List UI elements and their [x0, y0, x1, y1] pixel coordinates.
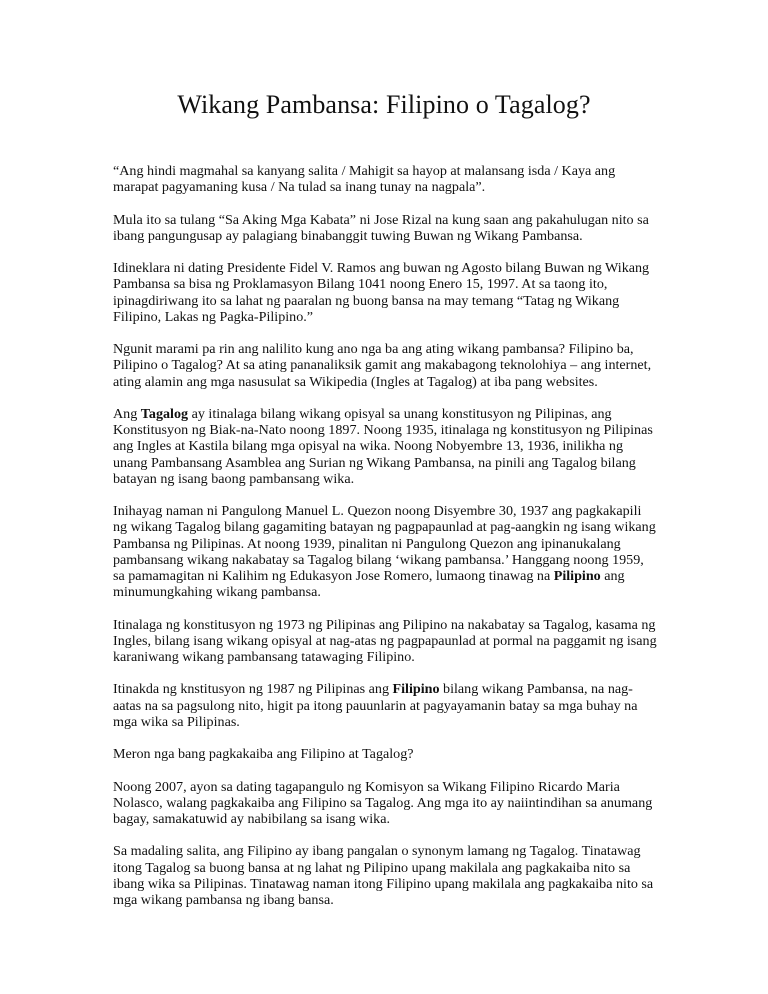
paragraph: Sa madaling salita, ang Filipino ay ibang pangalan o synonym lamang ng Tagalog. Tinatawag itong Tagalog sa buong bansa at ng lahat ng Pilipino upang makilala ang pagkakaiba nito sa ibang wika sa Pilipinas. Tinatawag naman itong Filipino upang makilala ang pagkakaiba nito sa mga wikang pambansa ng ibang bansa. [113, 843, 654, 908]
paragraph-text: bilang wikang Pambansa, na nag-aatas na sa pagsulong nito, higit pa itong pauunlarin at pagyayamanin batay sa mga buhay na mga wika sa Pilipinas. [113, 681, 638, 730]
paragraph [113, 681, 658, 730]
paragraph: Itinalaga ng konstitusyon ng 1973 ng Pilipinas ang Pilipino na nakabatay sa Tagalog, kasama ng Ingles, bilang isang wikang opisyal at nag-atas ng pagpapaunlad at pormal na paggamit ng isang karaniwang wikang pambansang tatawaging Filipino. [113, 616, 657, 665]
paragraph [113, 406, 658, 487]
bold-term: Tagalog [140, 405, 189, 422]
paragraph-text: ay itinalaga bilang wikang opisyal sa unang konstitusyon ng Pilipinas, ang Konstitusyon ng Biak-na-Nato noong 1897. Noong 1935, itinalaga ng konstitusyon ng Pilipinas ang Ingles at Kastila bilang mga opisyal na wika. Noong Nobyembre 13, 1936, inilikha ng unang Pambansang Asamblea ang Surian ng Wikang Pambansa, na pinili ang Tagalog bilang batayan ng isang baong pambansang wika. [113, 405, 653, 487]
paragraph: Meron nga bang pagkakaiba ang Filipino at Tagalog? [113, 746, 414, 763]
paragraph: Mula ito sa tulang “Sa Aking Mga Kabata” ni Jose Rizal na kung saan ang pakahulugan nito sa ibang pangungusap ay palagiang binabanggit tuwing Buwan ng Wikang Pambansa. [113, 211, 649, 244]
paragraph-text: Ang [113, 405, 141, 422]
document-body [113, 163, 658, 924]
paragraph: Noong 2007, ayon sa dating tagapangulo ng Komisyon sa Wikang Filipino Ricardo Maria Nolasco, walang pagkakaiba ang Filipino sa Tagalog. Ang mga ito ay naiintindihan sa anumang bagay, samakatuwid ay nabibilang sa isang wika. [113, 778, 653, 827]
document-title: Wikang Pambansa: Filipino o Tagalog? [177, 90, 591, 119]
bold-term: Filipino [392, 681, 440, 698]
bold-term: Pilipino [553, 568, 601, 584]
paragraph: Ngunit marami pa rin ang nalilito kung ano nga ba ang ating wikang pambansa? Filipino ba, Pilipino o Tagalog? At sa ating pananaliksik gamit ang makabagong teknolohiya – ang internet, ating alamin ang mga nasusulat sa Wikipedia (Ingles at Tagalog) at iba pang websites. [113, 341, 652, 390]
paragraph: “Ang hindi magmahal sa kanyang salita / Mahigit sa hayop at malansang isda / Kaya ang marapat pagyamaning kusa / Na tulad sa inang tunay na nagpala”. [113, 163, 616, 196]
paragraph-text: Itinakda ng knstitusyon ng 1987 ng Pilipinas ang [113, 681, 393, 698]
paragraph-text: Inihayag naman ni Pangulong Manuel L. Quezon noong Disyembre 30, 1937 ang pagkakapili ng wikang Tagalog bilang gagamiting batayan ng pagpapaunlad at pag-aangkin ng isang wikang Pambansa ng Pilipinas. At noong 1939, pinalitan ni Pangulong Quezon ang ipinanukalang pambansang wikang nakabatay sa Tagalog bilang ‘wikang pambansa.’ Hanggang noong 1959, sa pamamagitan ni Kalihim ng Edukasyon Jose Romero, lumaong tinawag na [113, 503, 656, 584]
paragraph-text: ang minumungkahing wikang pambansa. [113, 568, 625, 601]
paragraph [113, 503, 658, 600]
paragraph: Idineklara ni dating Presidente Fidel V. Ramos ang buwan ng Agosto bilang Buwan ng Wikang Pambansa sa bisa ng Proklamasyon Bilang 1041 noong Enero 15, 1997. At sa taong ito, ipinagdiriwang ito sa lahat ng paaralan ng buong bansa na may temang “Tatag ng Wikang Filipino, Lakas ng Pagka-Pilipino.” [113, 260, 650, 325]
